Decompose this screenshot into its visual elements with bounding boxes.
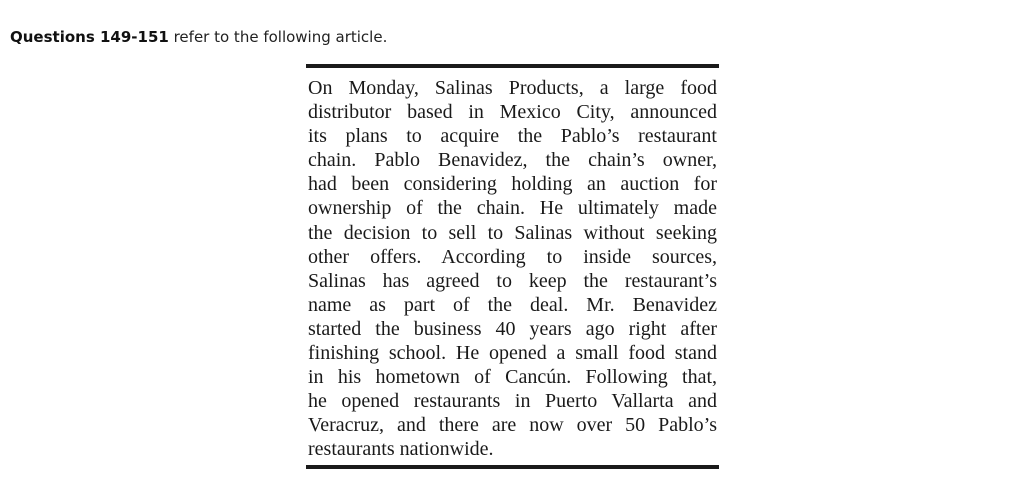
article-line: name as part of the deal. Mr. Benavidez [308, 293, 717, 316]
article-line: ownership of the chain. He ultimately made [308, 197, 717, 220]
article-line: had been considering holding an auction for [308, 173, 717, 196]
article-box [306, 64, 719, 469]
article-line: chain. Pablo Benavidez, the chain’s owner, [308, 149, 717, 172]
article-line: Veracruz, and there are now over 50 Pablo’s [308, 414, 717, 437]
article-line: other offers. According to inside sources, [308, 245, 717, 268]
article-line: in his hometown of Cancún. Following that, [308, 366, 717, 389]
article-line: finishing school. He opened a small food stand [308, 342, 717, 365]
article-line: Salinas has agreed to keep the restaurant’s [308, 269, 717, 292]
article-line: distributor based in Mexico City, announced [308, 101, 717, 124]
article-line: started the business 40 years ago right after [308, 317, 717, 340]
question-instruction [10, 28, 387, 46]
article-line: its plans to acquire the Pablo’s restaurant [308, 125, 717, 148]
article-line: he opened restaurants in Puerto Vallarta and [308, 390, 717, 413]
instruction-text: refer to the following article. [168, 28, 388, 46]
question-range: Questions 149-151 [10, 28, 169, 46]
article-line: restaurants nationwide. [308, 438, 494, 461]
article-line: On Monday, Salinas Products, a large food [308, 77, 717, 99]
article-line: the decision to sell to Salinas without seeking [308, 221, 717, 244]
